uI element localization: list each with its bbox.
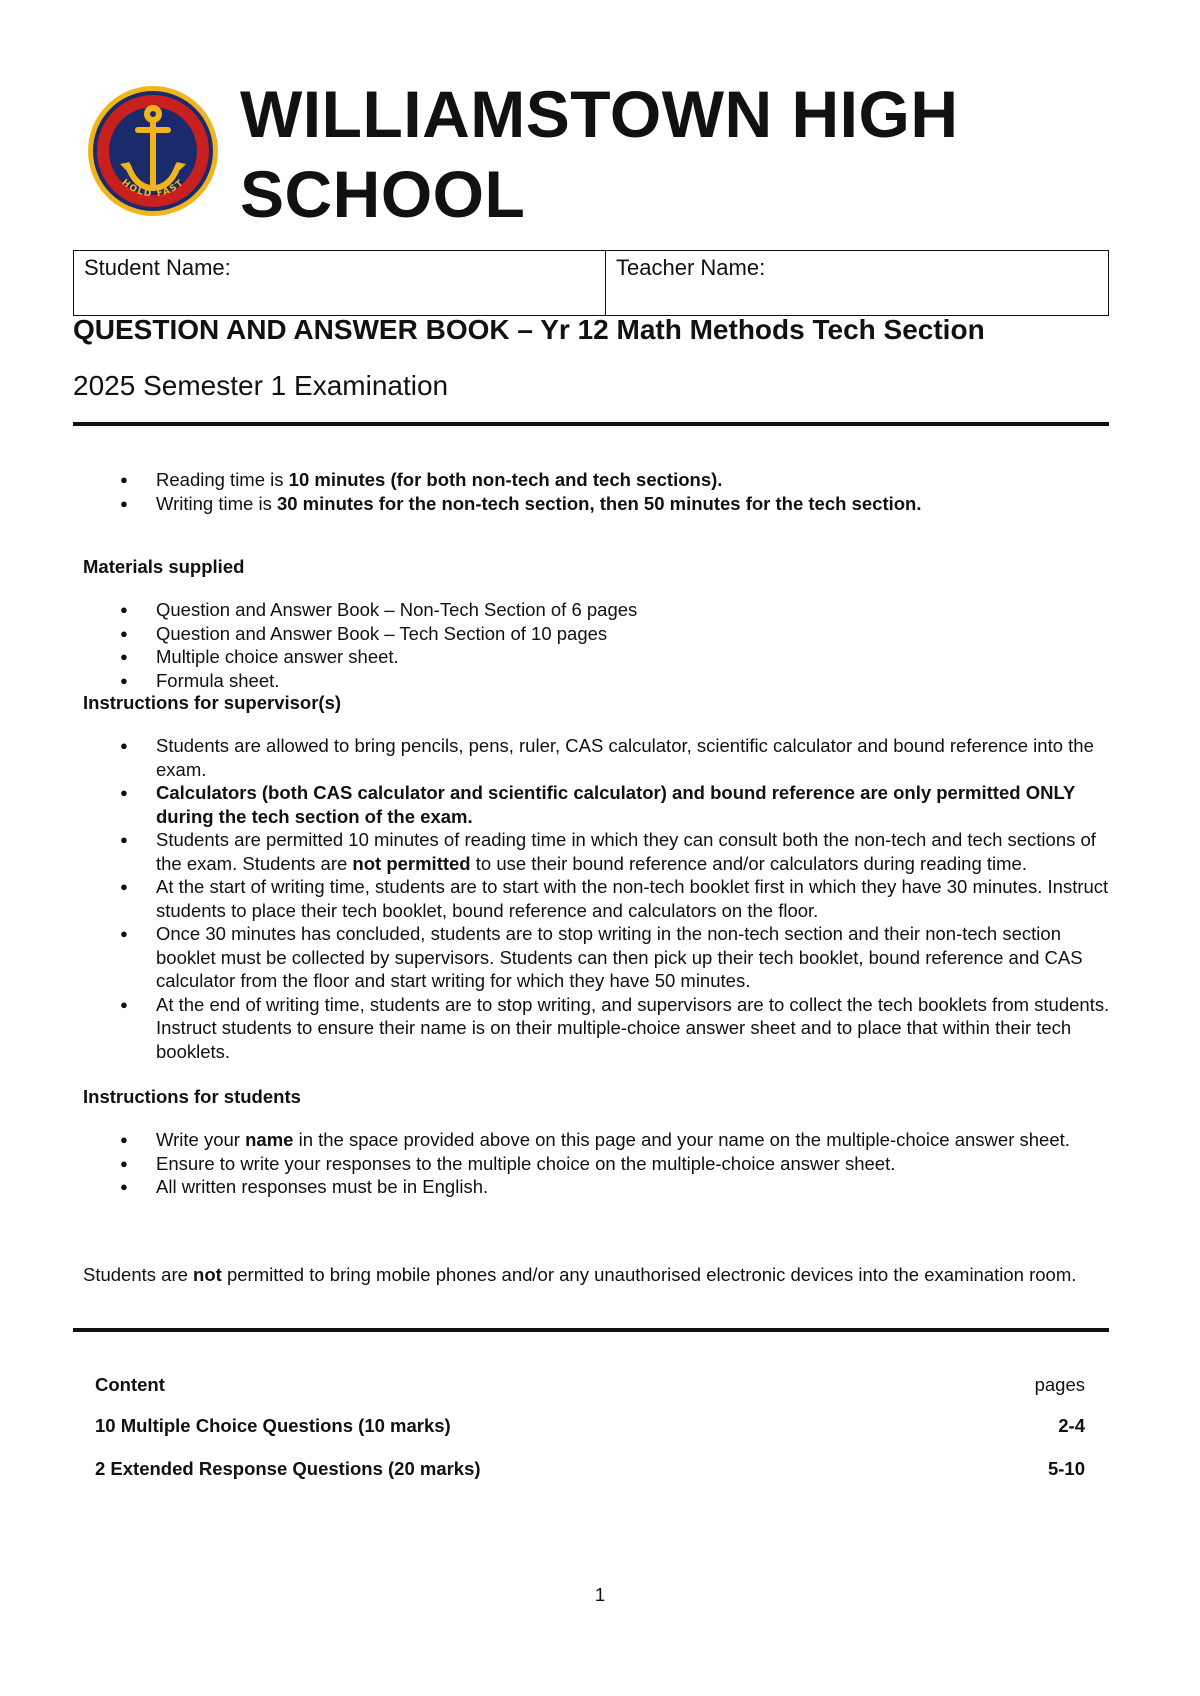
table-row [95, 1458, 1085, 1480]
contents-row-label: 2 Extended Response Questions (20 marks) [95, 1458, 481, 1479]
contents-row-label: 10 Multiple Choice Questions (10 marks) [95, 1415, 451, 1436]
list-item: ● At the end of writing time, students are to stop writing, and supervisors are to collect the tech booklets from students. Instruct students to ensure their name is on their multiple-choice answer sheet and to place that within their tech booklets. [120, 993, 1120, 1064]
list-item: ● Question and Answer Book – Non-Tech Section of 6 pages [120, 598, 1120, 622]
exam-subtitle: 2025 Semester 1 Examination [73, 370, 449, 401]
school-name-heading: WILLIAMSTOWN HIGH SCHOOL [240, 77, 959, 231]
supervisor-heading: Instructions for supervisor(s) [83, 692, 342, 713]
list-item: ● Students are allowed to bring pencils, pens, ruler, CAS calculator, scientific calculator and bound reference into the exam. [120, 734, 1120, 781]
list-item: ● Write your name in the space provided above on this page and your name on the multiple-choice answer sheet. [120, 1128, 1120, 1152]
students-list [120, 1128, 1120, 1199]
materials-list [120, 598, 1120, 692]
list-item: ● Writing time is 30 minutes for the non-tech section, then 50 minutes for the tech section. [120, 492, 1120, 516]
students-heading: Instructions for students [83, 1086, 301, 1107]
pages-heading: pages [1034, 1374, 1085, 1395]
contents-header-row [95, 1374, 1085, 1396]
list-item: ● Formula sheet. [120, 669, 1120, 693]
teacher-name-label: Teacher Name: [616, 255, 766, 280]
name-fields-table [73, 250, 1109, 316]
materials-heading: Materials supplied [83, 556, 245, 577]
book-title: QUESTION AND ANSWER BOOK – Yr 12 Math Methods Tech Section [73, 314, 985, 345]
divider-bottom [73, 1328, 1109, 1332]
page-number: 1 [594, 1584, 606, 1605]
contents-row-pages: 2-4 [1058, 1415, 1085, 1436]
student-name-label: Student Name: [84, 255, 231, 280]
devices-notice: Students are not permitted to bring mobile phones and/or any unauthorised electronic devices into the examination room. [83, 1264, 1077, 1285]
list-item: ● Multiple choice answer sheet. [120, 645, 1120, 669]
teacher-name-field[interactable] [606, 251, 1108, 315]
list-item: ● Once 30 minutes has concluded, students are to stop writing in the non-tech section and their non-tech section booklet must be collected by supervisors. Students can then pick up their tech booklet, bound reference and CAS calculator from the floor and start writing for which they have 50 minutes. [120, 922, 1120, 993]
student-name-field[interactable] [74, 251, 606, 315]
supervisor-list [120, 734, 1120, 1063]
list-item: ● Reading time is 10 minutes (for both non-tech and tech sections). [120, 468, 1120, 492]
list-item: ● Ensure to write your responses to the multiple choice on the multiple-choice answer sheet. [120, 1152, 1120, 1176]
list-item: ● All written responses must be in English. [120, 1175, 1120, 1199]
list-item: ● At the start of writing time, students are to start with the non-tech booklet first in which they have 30 minutes. Instruct students to place their tech booklet, bound reference and calculators on the floor. [120, 875, 1120, 922]
contents-heading: Content [95, 1374, 165, 1395]
school-crest-logo [86, 84, 220, 218]
table-row [95, 1415, 1085, 1437]
time-list [120, 468, 1120, 515]
divider-top [73, 422, 1109, 426]
list-item: ● Calculators (both CAS calculator and scientific calculator) and bound reference are only permitted ONLY during the tech section of the exam. [120, 781, 1120, 828]
crest-motto: HOLD FAST [119, 177, 187, 200]
list-item: ● Question and Answer Book – Tech Section of 10 pages [120, 622, 1120, 646]
list-item: ● Students are permitted 10 minutes of reading time in which they can consult both the non-tech and tech sections of the exam. Students are not permitted to use their bound reference and/or calculators during reading time. [120, 828, 1120, 875]
contents-row-pages: 5-10 [1047, 1458, 1085, 1479]
